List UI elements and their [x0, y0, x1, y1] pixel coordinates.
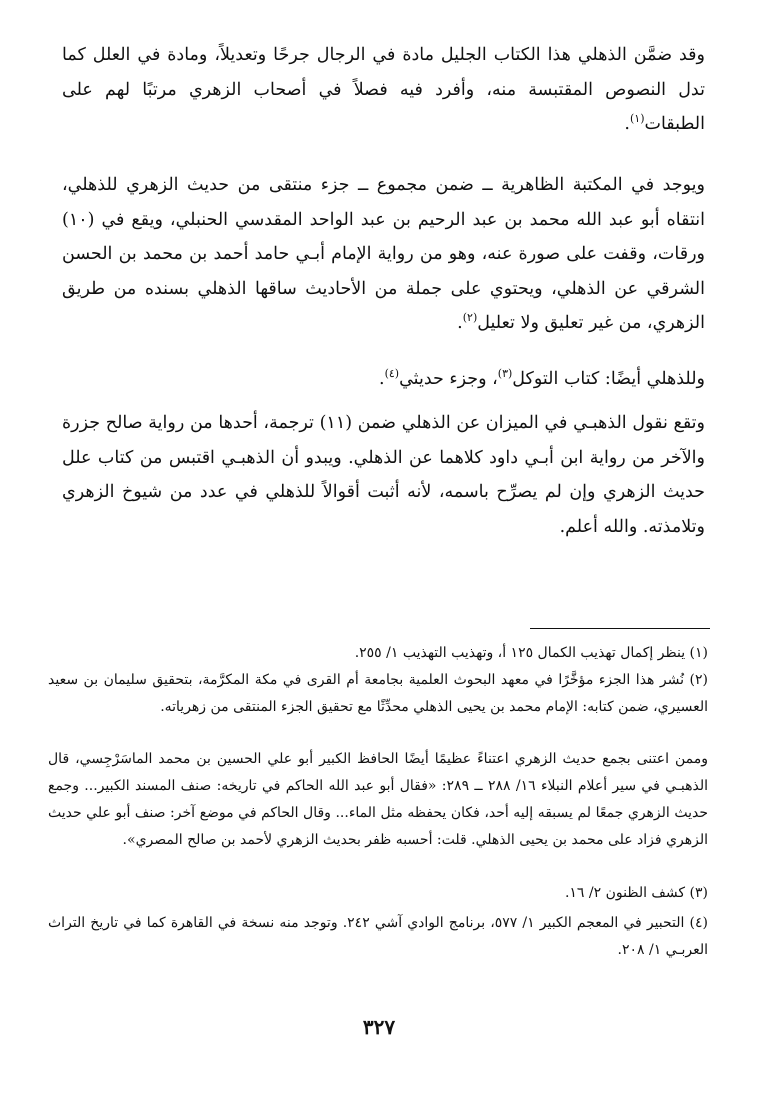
paragraph-3 — [62, 362, 705, 397]
paragraph-4: وتقع نقول الذهبـي في الميزان عن الذهلي ضمن (١١) ترجمة، أحدها من رواية صالح جزرة والآخر من رواية ابن أبـي داود كلاهما عن الذهلي. ويبدو أن الذهبـي اقتبس من كتاب علل حديث الزهري وإن لم يصرِّح باسمه، لأنه أثبت أقوالاً للذهلي في عدد من شيوخ الزهري وتلامذته. والله أعلم. — [62, 413, 705, 537]
paragraph-1-text: وقد ضمَّن الذهلي هذا الكتاب الجليل مادة في الرجال جرحًا وتعديلاً، ومادة في العلل كما تدل النصوص المقتبسة منه، وأفرد فيه فصلاً في أصحاب الزهري مرتبًا لهم على الطبقات — [62, 45, 705, 134]
paragraph-2-end: . — [457, 313, 463, 333]
footnote-4: (٤) التحبير في المعجم الكبير ١/ ٥٧٧، برنامج الوادي آشي ٢٤٢. وتوجد منه نسخة في القاهرة كما في تاريخ التراث العربـي ١/ ٢٠٨. — [48, 915, 708, 958]
paragraph-3-text-b: ، وجزء حديثي — [399, 369, 498, 389]
paragraph-1 — [62, 38, 705, 142]
footnote-ref-4: (٤) — [384, 367, 400, 381]
footnote-separator — [530, 628, 710, 629]
footnote-1: (١) ينظر إكمال تهذيب الكمال ١٢٥ أ، وتهذيب التهذيب ١/ ٢٥٥. — [354, 645, 708, 661]
paragraph-2-text: ويوجد في المكتبة الظاهرية ــ ضمن مجموع ــ جزء منتقى من حديث الزهري للذهلي، انتقاه أبو عبد الله محمد بن عبد الرحيم بن عبد الواحد المقدسي الحنبلي، ويقع في (١٠) ورقات، وقفت على صورة عنه، وهو من رواية الإمام أبـي حامد أحمد بن محمد بن الحسن الشرقي عن الذهلي، ويحتوي على جملة من الأحاديث ساقها الذهلي بسنده من طريق الزهري، من غير تعليق ولا تعليل — [62, 175, 705, 333]
footnote-2-continued: وممن اعتنى بجمع حديث الزهري اعتناءً عظيمًا أيضًا الحافظ الكبير أبو علي الحسين بن محمد الماسَرْجِسي، قال الذهبـي في سير أعلام النبلاء ١٦/ ٢٨٨ ــ ٢٨٩: «فقال أبو عبد الله الحاكم في تاريخه: صنف المسند الكبير... وجمع حديث الزهري جمعًا لم يسبقه إليه أحد، فكان يحفظه مثل الماء... وقال الحاكم في موضع آخر: صنف أبو علي حديث الزهري فزاد على محمد بن يحيى الذهلي. قلت: أحسبه ظفر بحديث الزهري لأحمد بن صالح المصري». — [48, 751, 709, 848]
paragraph-1-end: . — [624, 114, 630, 134]
paragraph-3-text-a: وللذهلي أيضًا: كتاب التوكل — [512, 369, 705, 389]
footnote-3: (٣) كشف الظنون ٢/ ١٦. — [564, 885, 708, 901]
footnote-ref-1: (١) — [629, 112, 645, 126]
page-number: ٣٢٧ — [362, 1015, 396, 1039]
paragraph-3-end: . — [379, 369, 385, 389]
footnote-2: (٢) نُشر هذا الجزء مؤخَّرًا في معهد البحوث العلمية بجامعة أم القرى في مكة المكرَّمة، بتحقيق سليمان بن سعيد العسيري، ضمن كتابه: الإمام محمد بن يحيى الذهلي محدِّثًا مع تحقيق الجزء المنتقى من زهرياته. — [48, 672, 708, 715]
footnote-ref-3: (٣) — [497, 367, 513, 381]
paragraph-2 — [62, 168, 705, 341]
footnote-ref-2: (٢) — [462, 311, 478, 325]
